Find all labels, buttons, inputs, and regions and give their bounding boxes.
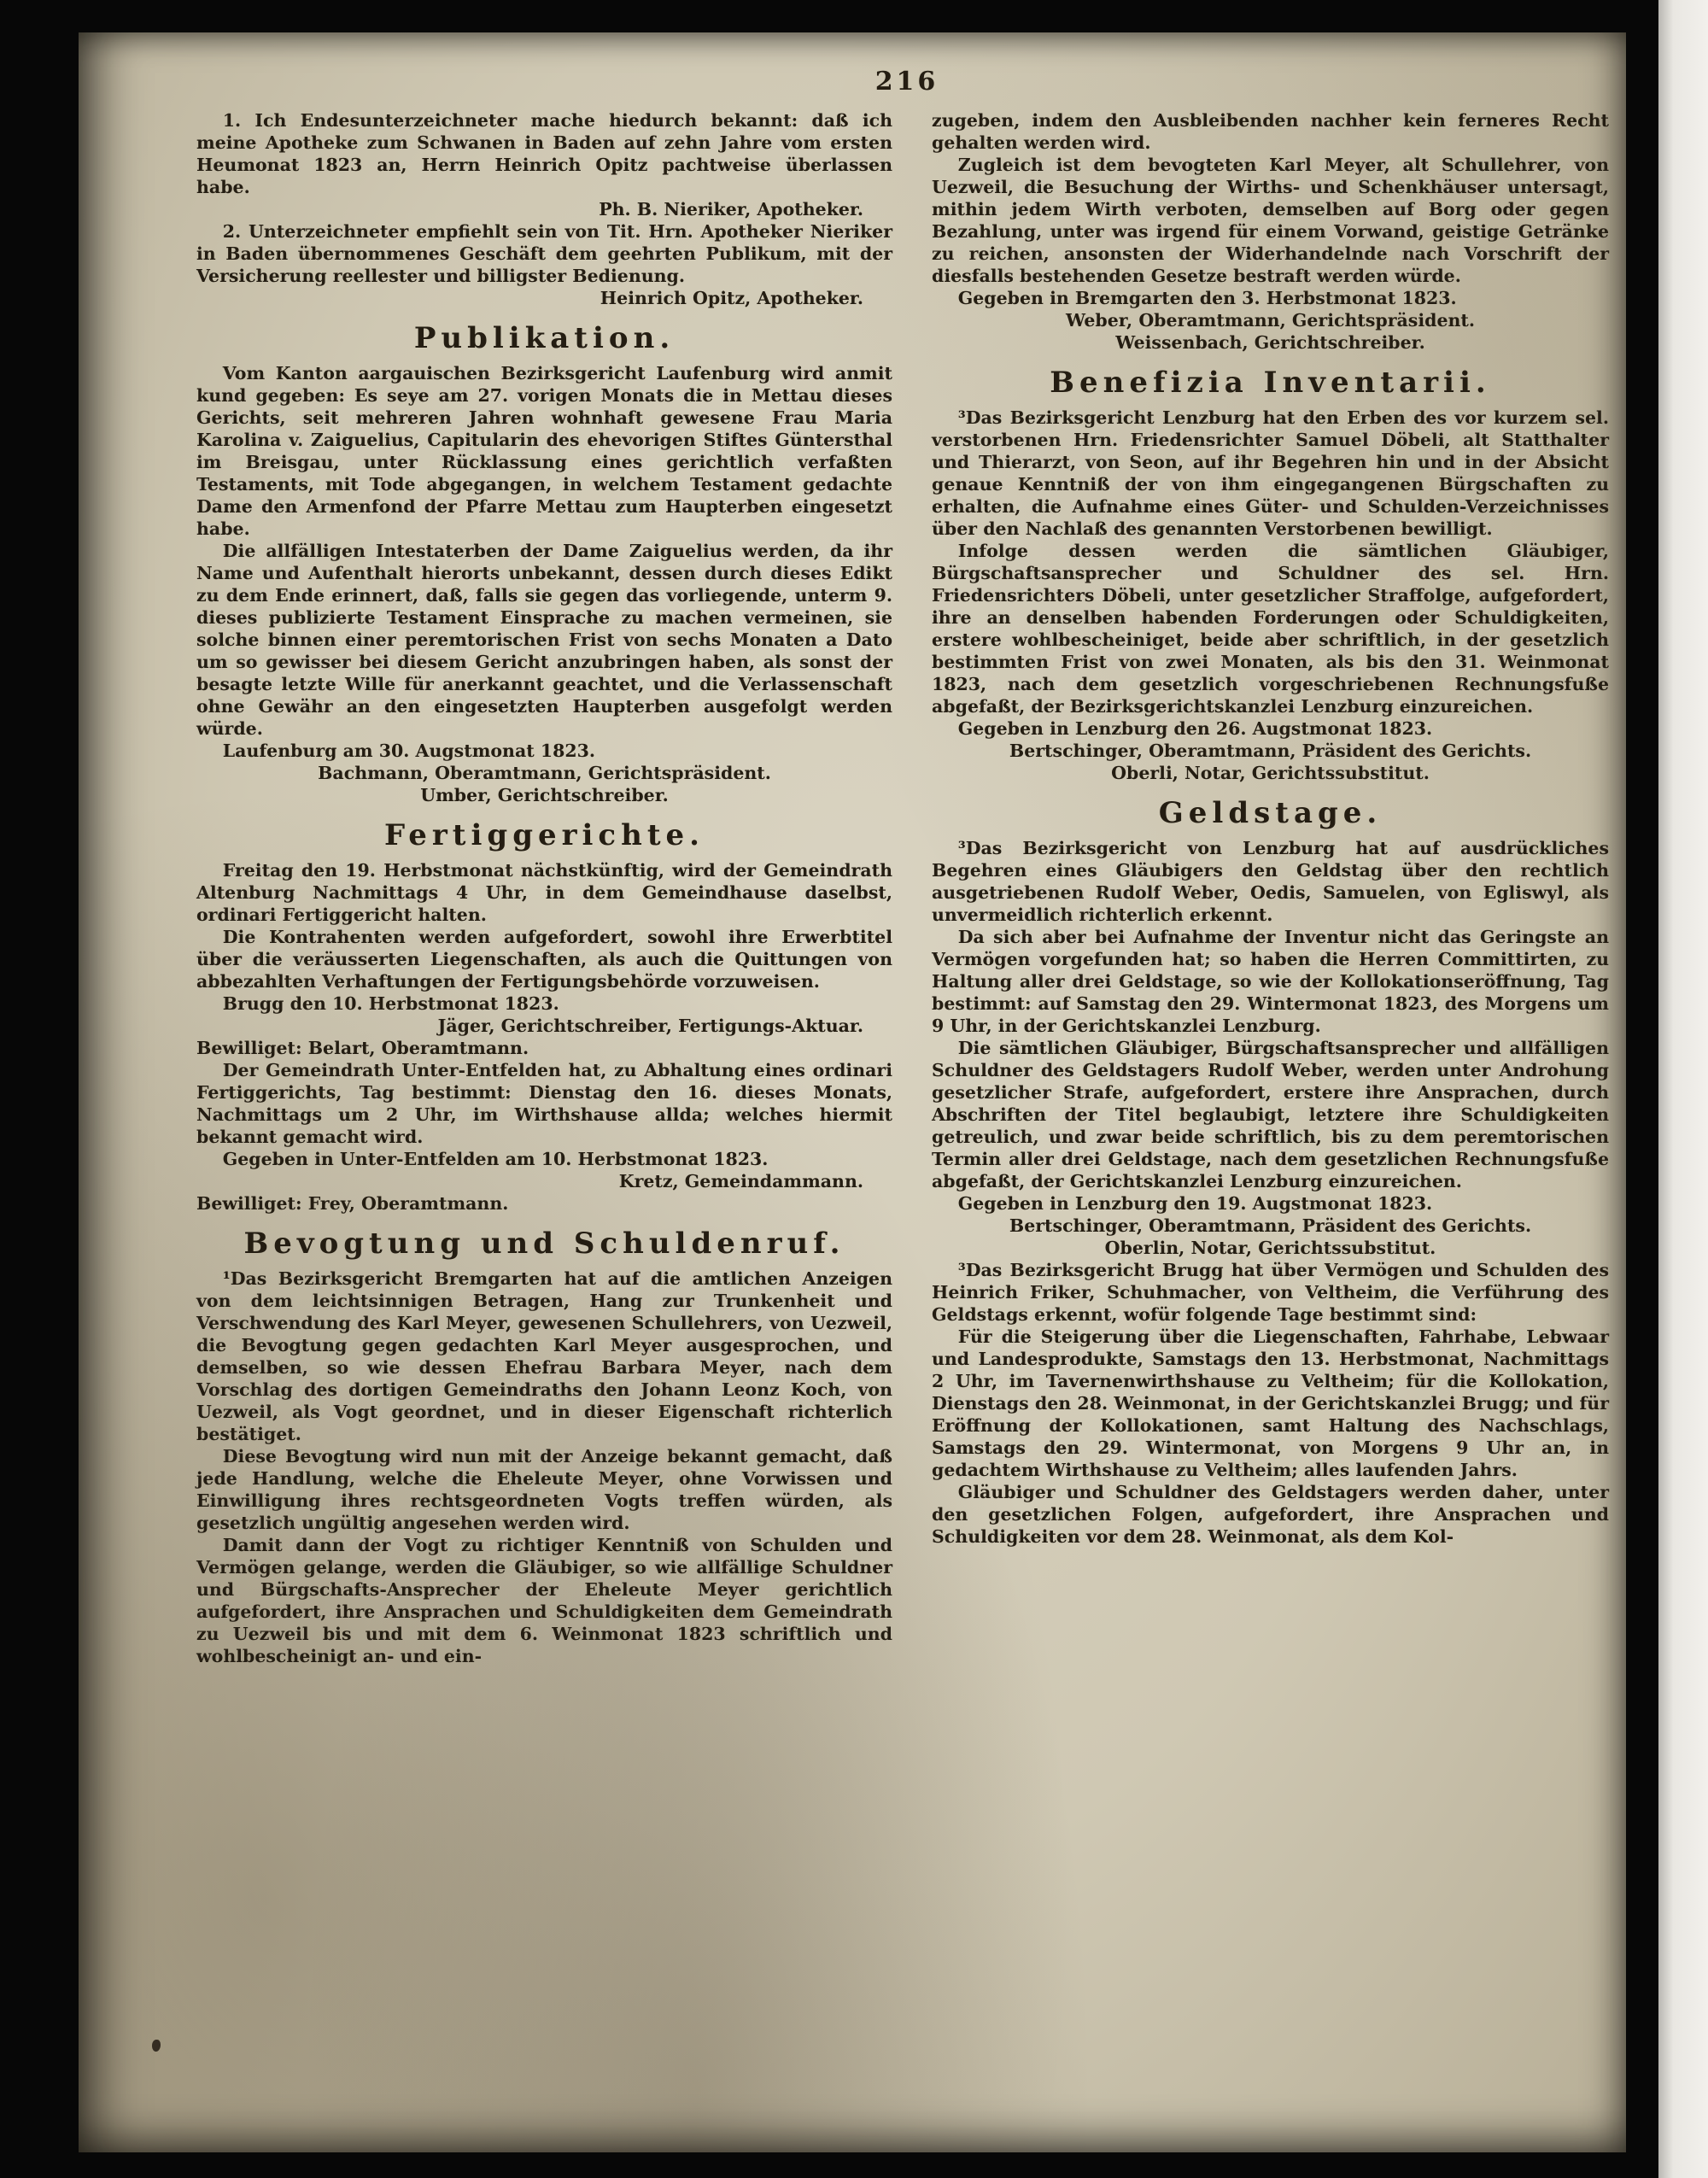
paragraph: Die sämtlichen Gläubiger, Bürgschaftsansprecher und allfälligen Schuldner des Geldstagers Rudolf Weber, werden unter Androhung gesetzlicher Strafe, aufgefordert, erstere ihre Ansprachen, durch Abschriften der Titel beglaubigt, letztere ihre Schuldigkeiten getreulich, und zwar beide schriftlich, bis zu dem peremtorischen Termin aller drei Geldstage, nach dem gesetzlichen Rechnungsfuße abgefaßt, der Gerichtskanzlei Lenzburg einzureichen. [932,1038,1609,1191]
approval-line: Bewilliget: Frey, Oberamtmann. [196,1193,509,1214]
adjacent-page-edge [1658,0,1708,2178]
document-page [79,32,1626,2152]
paragraph: Brugg den 10. Herbstmonat 1823. [222,993,559,1014]
paragraph: Diese Bevogtung wird nun mit der Anzeige bekannt gemacht, daß jede Handlung, welche die Eheleute Meyer, ohne Vorwissen und Einwilligung ihres rechtsgeordneten Vogts treffen würden, als gesetzlich ungültig angesehen werden wird. [196,1446,892,1533]
signature-line: Kretz, Gemeindammann. [618,1171,863,1191]
paragraph: Laufenburg am 30. Augstmonat 1823. [222,741,596,761]
signature-line: Bachmann, Oberamtmann, Gerichtspräsident. [318,763,771,783]
signature-line: Jäger, Gerichtschreiber, Fertigungs-Aktuar. [437,1016,863,1036]
signature-line: Bertschinger, Oberamtmann, Präsident des Gerichts. [1009,1215,1532,1236]
section-heading: Fertiggerichte. [383,818,705,852]
page-number: 216 [874,67,939,97]
paragraph: ³Das Bezirksgericht Brugg hat über Vermögen und Schulden des Heinrich Friker, Schuhmacher, von Veltheim, die Verführung des Geldstags erkennt, wofür folgende Tage bestimmt sind: [932,1260,1609,1325]
paragraph: Für die Steigerung über die Liegenschaften, Fahrhabe, Lebwaar und Landesprodukte, Samstags den 13. Herbstmonat, Nachmittags 2 Uhr, im Tavernenwirthshause zu Veltheim; für die Kollokation, Dienstags den 28. Weinmonat, in der Gerichtskanzlei Brugg; und für Eröffnung der Kollokationen, samt Haltung des Nachschlags, Samstags den 29. Wintermonat, von Morgens 9 Uhr an, in gedachtem Wirthshause zu Veltheim; alles laufenden Jahrs. [932,1326,1609,1480]
paragraph: Freitag den 19. Herbstmonat nächstkünftig, wird der Gemeindrath Altenburg Nachmittags 4 Uhr, in dem Gemeindhause daselbst, ordinari Fertiggericht halten. [196,860,892,925]
paragraph: Gegeben in Bremgarten den 3. Herbstmonat 1823. [957,288,1457,308]
signature-line: Ph. B. Nieriker, Apotheker. [599,199,863,220]
ink-speck [152,2040,161,2052]
paragraph: Der Gemeindrath Unter-Entfelden hat, zu Abhaltung eines ordinari Fertiggerichts, Tag bestimmt: Dienstag den 16. dieses Monats, Nachmittags um 2 Uhr, im Wirthshause allda; welches hiermit bekannt gemacht wird. [196,1060,892,1147]
signature-line: Oberlin, Notar, Gerichtssubstitut. [1104,1238,1436,1258]
paragraph: 1. Ich Endesunterzeichneter mache hiedurch bekannt: daß ich meine Apotheke zum Schwanen in Baden auf zehn Jahre vom ersten Heumonat 1823 an, Herrn Heinrich Opitz pachtweise überlassen habe. [196,110,892,197]
paragraph: Die Kontrahenten werden aufgefordert, sowohl ihre Erwerbtitel über die veräusserten Liegenschaften, als auch die Quittungen von abbezahlten Verhaftungen der Fertigungsbehörde vorzuweisen. [196,927,892,992]
signature-line: Weissenbach, Gerichtschreiber. [1115,332,1425,353]
section-heading: Publikation. [413,321,676,355]
signature-line: Umber, Gerichtschreiber. [420,785,669,805]
paragraph: Gläubiger und Schuldner des Geldstagers werden daher, unter den gesetzlichen Folgen, aufgefordert, ihre Ansprachen und Schuldigkeiten vor dem 28. Weinmonat, als dem Kol- [932,1482,1609,1547]
paragraph: Gegeben in Lenzburg den 19. Augstmonat 1823. [957,1193,1433,1214]
paragraph: ³Das Bezirksgericht von Lenzburg hat auf ausdrückliches Begehren eines Gläubigers den Geldstag über den rechtlich ausgetriebenen Rudolf Weber, Oedis, Samuelen, von Egliswyl, als unvermeidlich richterlich erkennt. [932,838,1609,925]
paragraph: Infolge dessen werden die sämtlichen Gläubiger, Bürgschaftsansprecher und Schuldner des sel. Hrn. Friedensrichters Döbeli, unter gesetzlicher Straffolge, aufgefordert, ihre an denselben habenden Forderungen oder Schuldigkeiten, erstere wohlbescheiniget, beide aber schriftlich, in der gesetzlich bestimmten Frist von zwei Monaten, als bis den 31. Weinmonat 1823, nach dem gesetzlich vorgeschriebenen Rechnungsfuße abgefaßt, der Bezirksgerichtskanzlei Lenzburg einzureichen. [932,541,1609,717]
paragraph: 2. Unterzeichneter empfiehlt sein von Tit. Hrn. Apotheker Nieriker in Baden übernommenes Geschäft dem geehrten Publikum, mit der Versicherung reellester und billigster Bedienung. [196,221,892,286]
paragraph: Die allfälligen Intestaterben der Dame Zaiguelius werden, da ihr Name und Aufenthalt hierorts unbekannt, dessen durch dieses Edikt zu dem Ende erinnert, daß, falls sie gegen das vorliegende, unterm 9. dieses publizierte Testament Einsprache zu machen vermeinen, sie solche binnen einer peremtorischen Frist von sechs Monaten a Dato um so gewisser bei diesem Gericht anzubringen haben, als sonst der besagte letzte Wille für anerkannt geachtet, und die Verlassenschaft ohne Gewähr an den eingesetzten Haupterben ausgefolgt werden würde. [196,541,892,739]
signature-line: Oberli, Notar, Gerichtssubstitut. [1111,763,1430,783]
left-column [196,109,892,1667]
section-heading: Benefizia Inventarii. [1050,366,1491,400]
paragraph: Zugleich ist dem bevogteten Karl Meyer, alt Schullehrer, von Uezweil, die Besuchung der Wirths- und Schenkhäuser untersagt, mithin jedem Wirth verboten, demselben auf Borg oder gegen Bezahlung, unter was irgend für einem Vorwand, geistige Getränke zu reichen, ansonsten der Widerhandelnde nach Vorschrift der diesfalls bestehenden Gesetze bestraft werden würde. [932,155,1609,286]
paragraph: Gegeben in Lenzburg den 26. Augstmonat 1823. [957,718,1433,739]
paragraph: Da sich aber bei Aufnahme der Inventur nicht das Geringste an Vermögen vorgefunden hat; so haben die Herren Committirten, zu Haltung aller drei Geldstage, so wie der Kollokationseröffnung, Tag bestimmt: auf Samstag den 29. Wintermonat 1823, des Morgens um 9 Uhr, in der Gerichtskanzlei Lenzburg. [932,927,1609,1036]
paragraph: Gegeben in Unter-Entfelden am 10. Herbstmonat 1823. [222,1149,769,1169]
section-heading: Bevogtung und Schuldenruf. [243,1227,845,1261]
signature-line: Heinrich Opitz, Apotheker. [600,288,863,308]
paragraph: Damit dann der Vogt zu richtiger Kenntniß von Schulden und Vermögen gelange, werden die Gläubiger, so wie allfällige Schuldner und Bürgschafts-Ansprecher der Eheleute Meyer gerichtlich aufgefordert, ihre Ansprachen und Schuldigkeiten dem Gemeindrath zu Uezweil bis und mit dem 6. Weinmonat 1823 schriftlich und wohlbescheinigt an- und ein- [196,1535,892,1666]
signature-line: Weber, Oberamtmann, Gerichtspräsident. [1065,310,1476,331]
signature-line: Bertschinger, Oberamtmann, Präsident des Gerichts. [1009,741,1532,761]
right-column [932,109,1609,1667]
paragraph: ¹Das Bezirksgericht Bremgarten hat auf die amtlichen Anzeigen von dem leichtsinnigen Betragen, Hang zur Trunkenheit und Verschwendung des Karl Meyer, gewesenen Schullehrers, von Uezweil, die Bevogtung gegen gedachten Karl Meyer ausgesprochen, und demselben, so wie dessen Ehefrau Barbara Meyer, nach dem Vorschlag des dortigen Gemeindraths den Johann Leonz Koch, von Uezweil, als Vogt geordnet, und in dieser Eigenschaft richterlich bestätiget. [196,1268,892,1444]
paragraph: ³Das Bezirksgericht Lenzburg hat den Erben des vor kurzem sel. verstorbenen Hrn. Friedensrichter Samuel Döbeli, alt Statthalter und Thierarzt, von Seon, auf ihr Begehren hin und in der Absicht genaue Kenntniß der von ihm eingegangenen Bürgschaften zu erhalten, die Aufnahme eines Güter- und Schulden-Verzeichnisses über den Nachlaß des genannten Verstorbenen bewilligt. [932,407,1609,539]
paragraph: Vom Kanton aargauischen Bezirksgericht Laufenburg wird anmit kund gegeben: Es seye am 27. vorigen Monats die in Mettau dieses Gerichts, seit mehreren Jahren wohnhaft gewesene Frau Maria Karolina v. Zaiguelius, Capitularin des ehevorigen Stiftes Güntersthal im Breisgau, unter Rücklassung eines gerichtlich verfaßten Testaments, mit Tode abgegangen, in welchem Testament gedachte Dame den Armenfond der Pfarre Mettau zum Haupterben eingesetzt habe. [196,363,892,539]
approval-line: Bewilliget: Belart, Oberamtmann. [196,1038,529,1058]
text-columns [196,109,1609,1667]
section-heading: Geldstage. [1158,796,1383,830]
paragraph-continuation: zugeben, indem den Ausbleibenden nachher kein ferneres Recht gehalten werden wird. [932,110,1609,153]
